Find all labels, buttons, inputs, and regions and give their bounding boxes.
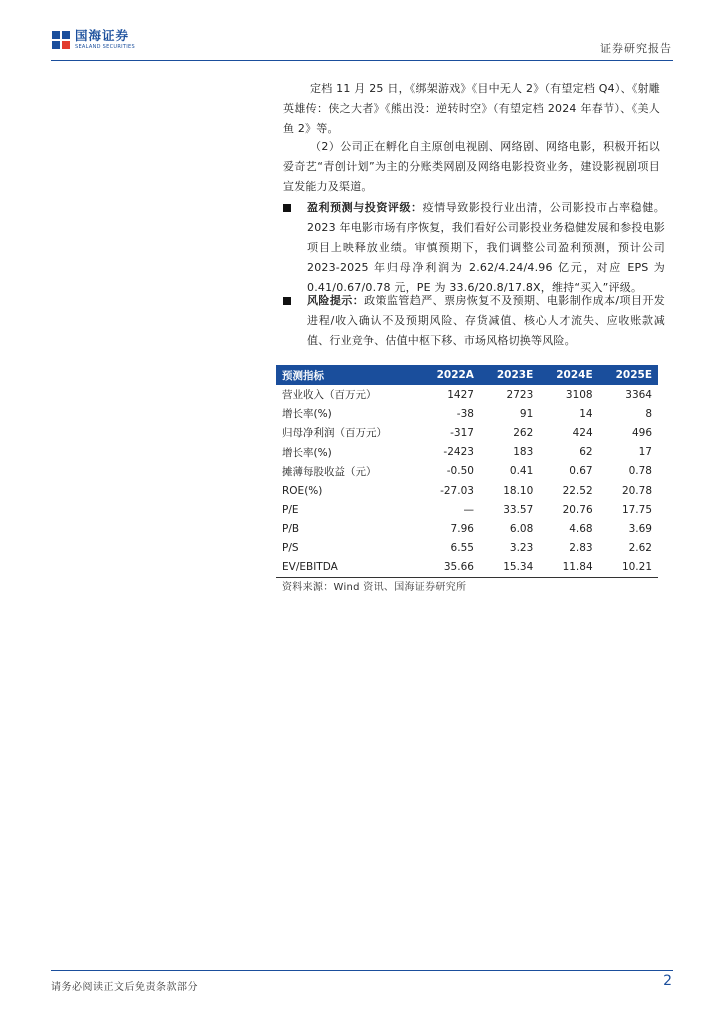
table-row: [276, 519, 658, 538]
table-cell: 8: [645, 407, 652, 420]
bullet-heading: 盈利预测与投资评级：: [307, 201, 423, 214]
table-header-cell: 2022A: [419, 365, 480, 385]
table-cell: -2423: [443, 446, 474, 459]
bullet-square-icon: [283, 204, 291, 212]
row-label: 增长率(%): [282, 446, 332, 459]
row-label: 增长率(%): [282, 408, 332, 421]
bullet-text: 政策监管趋严、票房恢复不及预期、电影制作成本/项目开发进程/收入确认不及预期风险、存货减值、核心人才流失、应收账款减值、行业竞争、估值中枢下移、市场风格切换等风险。: [307, 294, 666, 347]
table-header-cell: 2025E: [599, 365, 658, 385]
brand-logo: [51, 30, 135, 50]
table-cell: 3.69: [628, 522, 652, 535]
row-label: EV/EBITDA: [276, 558, 419, 578]
table-row: [276, 481, 658, 500]
row-label: ROE(%): [282, 484, 323, 497]
table-cell: 0.78: [628, 465, 652, 478]
bullet-risk-warning: [283, 291, 665, 351]
header-divider: [51, 60, 673, 61]
table-cell: 262: [513, 426, 534, 439]
table-row: [276, 423, 658, 442]
table-cell: -0.50: [446, 465, 474, 478]
table-cell: 10.21: [599, 558, 658, 578]
table-body: [276, 385, 658, 577]
table-cell: 496: [631, 426, 652, 439]
table-row: [276, 462, 658, 481]
logo-name-en: SEALAND SECURITIES: [75, 43, 135, 50]
table-cell: 15.34: [480, 558, 539, 578]
table-cell: 2723: [506, 388, 534, 401]
table-row: [276, 404, 658, 423]
bullet-square-icon: [283, 297, 291, 305]
table-row: [276, 443, 658, 462]
footer-disclaimer: 请务必阅读正文后免责条款部分: [51, 982, 198, 993]
bullet-heading: 风险提示：: [307, 294, 365, 307]
row-label: 摊薄每股收益（元）: [282, 465, 377, 478]
table-cell: 91: [519, 407, 534, 420]
row-label: 营业收入（百万元）: [282, 389, 377, 402]
table-cell: 2.83: [569, 542, 593, 555]
table-row: [276, 500, 658, 519]
table-cell: -38: [456, 407, 474, 420]
table-header-cell: 2023E: [480, 365, 539, 385]
table-cell: 20.76: [562, 503, 593, 516]
table-header-row: [276, 365, 658, 385]
table-cell: 1427: [447, 388, 474, 401]
table-cell: 11.84: [539, 558, 598, 578]
table-cell: 2.62: [628, 542, 652, 555]
table-cell: 3364: [625, 388, 652, 401]
table-cell: 0.67: [569, 465, 593, 478]
report-type-label: 证券研究报告: [600, 42, 672, 55]
table-cell: 35.66: [419, 558, 480, 578]
table-cell: 17: [638, 446, 652, 459]
row-label: 归母净利润（百万元）: [282, 427, 387, 440]
table-cell: 14: [579, 407, 593, 420]
row-label: P/B: [282, 522, 300, 535]
table-row: [276, 539, 658, 558]
table-cell: 3108: [565, 388, 593, 401]
table-row: [276, 385, 658, 404]
table-header-cell: 预测指标: [276, 365, 419, 385]
table-cell: 17.75: [621, 503, 652, 516]
table-cell: 3.23: [509, 542, 534, 555]
table-cell: 62: [579, 446, 593, 459]
table-cell: 7.96: [450, 522, 474, 535]
table-header-cell: 2024E: [539, 365, 598, 385]
table-cell: 183: [513, 446, 534, 459]
table-cell: 424: [572, 426, 593, 439]
table-cell: 0.41: [509, 465, 534, 478]
forecast-table: [276, 365, 658, 578]
table-cell: 22.52: [562, 484, 593, 497]
table-source-note: 资料来源：Wind 资讯、国海证券研究所: [282, 582, 467, 593]
table-cell: 20.78: [621, 484, 652, 497]
page-number: 2: [663, 973, 672, 989]
row-label: P/S: [282, 542, 299, 555]
table-cell: 18.10: [503, 484, 534, 497]
table-cell: 4.68: [569, 522, 593, 535]
paragraph-original-content: （2）公司正在孵化自主原创电视剧、网络剧、网络电影，积极开拓以爱奇艺“青创计划”为主的分账类网剧及网络电影投资业务，建设影视剧项目宣发能力及渠道。: [283, 140, 660, 193]
bullet-text: 疫情导致影投行业出清，公司影投市占率稳健。2023 年电影市场有序恢复，我们看好公司影投业务稳健发展和参投电影项目上映释放业绩。审慎预期下，我们调整公司盈利预测，预计公司 2023-2025 年归母净利润为 2.62/4.24/4.96 亿元，对应 EPS 为 0.41/0.67/0.78 元，PE 为 33.6/20.8/17.8X，维持“买入”评级。: [307, 201, 666, 294]
table-cell: -27.03: [440, 484, 474, 497]
table-cell: 6.55: [450, 542, 474, 555]
table-cell: 33.57: [503, 503, 534, 516]
table-cell: 6.08: [509, 522, 534, 535]
table-cell: —: [463, 503, 474, 516]
logo-name-cn: 国海证券: [75, 28, 130, 44]
footer-divider: [51, 970, 673, 971]
sealand-logo-icon: [51, 30, 71, 50]
table-row: [276, 558, 658, 578]
table-cell: -317: [450, 426, 474, 439]
row-label: P/E: [282, 503, 299, 516]
paragraph-release-schedule: 定档 11 月 25 日，《绑架游戏》《目中无人 2》（有望定档 Q4）、《射雕英雄传：侠之大者》《熊出没：逆转时空》（有望定档 2024 年春节）、《美人鱼 2》等。: [283, 82, 660, 135]
bullet-earnings-forecast: [283, 198, 665, 298]
